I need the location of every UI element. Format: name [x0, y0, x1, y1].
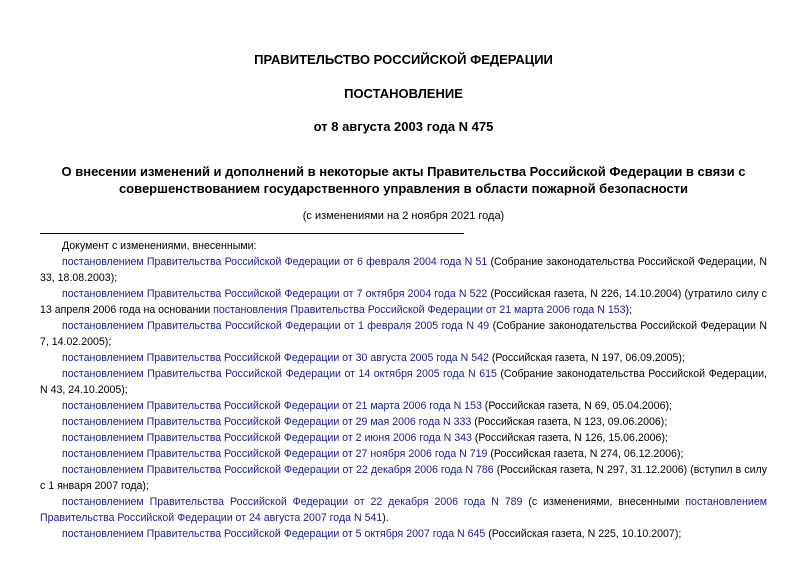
amendment-item	[40, 446, 767, 462]
amendment-source-tail: );	[625, 304, 633, 316]
amendment-source: (Российская газета, N 225, 10.10.2007);	[485, 528, 682, 540]
amendment-item	[40, 526, 767, 542]
amendment-item	[40, 286, 767, 318]
amendment-link[interactable]: постановлением Правительства Российской Федерации от 22 декабря 2006 года N 789	[62, 496, 523, 508]
amendment-source: (Российская газета, N 197, 06.09.2005);	[488, 352, 685, 364]
amendment-source: (с изменениями, внесенными	[522, 496, 686, 508]
amendment-related-link[interactable]: постановления Правительства Российской Федерации от 21 марта 2006 года N 153	[213, 304, 626, 316]
amendment-link[interactable]: постановлением Правительства Российской Федерации от 21 марта 2006 года N 153	[62, 400, 482, 412]
amendment-source: (Российская газета, N 297, 31.12.2006) (вступил в силу с 1 января 2007 года);	[40, 464, 767, 492]
revision-status: (с изменениями на 2 ноября 2021 года)	[302, 210, 505, 222]
amendment-item	[40, 462, 767, 494]
document-date-number: от 8 августа 2003 года N 475	[313, 119, 494, 134]
government-name: ПРАВИТЕЛЬСТВО РОССИЙСКОЙ ФЕДЕРАЦИИ	[254, 52, 553, 67]
amendment-source: (Российская газета, N 126, 15.06.2006);	[471, 432, 668, 444]
amendment-source-tail: ).	[382, 512, 389, 524]
amendment-item	[40, 318, 767, 350]
amendment-item	[40, 254, 767, 286]
amendment-link[interactable]: постановлением Правительства Российской Федерации от 14 октября 2005 года N 615	[62, 368, 497, 380]
document-title: О внесении изменений и дополнений в некоторые акты Правительства Российской Федерации в связи с совершенствованием государственного управления в области пожарной безопасности	[61, 164, 746, 196]
separator-line	[40, 233, 464, 234]
amendment-link[interactable]: постановлением Правительства Российской Федерации от 22 декабря 2006 года N 786	[62, 464, 494, 476]
amendment-source: (Собрание законодательства Российской Федерации, N 43, 24.10.2005);	[40, 368, 767, 396]
amendments-intro: Документ с изменениями, внесенными:	[62, 240, 257, 252]
amendment-source: (Собрание законодательства Российской Федерации, N 33, 18.08.2003);	[40, 256, 767, 284]
amendment-item	[40, 366, 767, 398]
amendments-list	[40, 238, 767, 542]
amendment-link[interactable]: постановлением Правительства Российской Федерации от 30 августа 2005 года N 542	[62, 352, 489, 364]
amendment-source: (Собрание законодательства Российской Федерации N 7, 14.02.2005);	[40, 320, 767, 348]
amendment-link[interactable]: постановлением Правительства Российской Федерации от 7 октября 2004 года N 522	[62, 288, 488, 300]
amendment-link[interactable]: постановлением Правительства Российской Федерации от 27 ноября 2006 года N 719	[62, 448, 488, 460]
amendment-items	[40, 254, 767, 542]
amendment-source: (Российская газета, N 123, 09.06.2006);	[471, 416, 668, 428]
amendment-link[interactable]: постановлением Правительства Российской Федерации от 6 февраля 2004 года N 51	[62, 256, 488, 268]
amendment-source: (Российская газета, N 69, 05.04.2006);	[481, 400, 672, 412]
amendment-item	[40, 350, 767, 366]
amendment-item	[40, 398, 767, 414]
amendment-link[interactable]: постановлением Правительства Российской Федерации от 2 июня 2006 года N 343	[62, 432, 472, 444]
amendment-source: (Российская газета, N 274, 06.12.2006);	[487, 448, 684, 460]
amendment-source: (Российская газета, N 226, 14.10.2004) (утратило силу с 13 апреля 2006 года на основании	[40, 288, 767, 316]
document-type: ПОСТАНОВЛЕНИЕ	[344, 86, 463, 101]
amendment-item	[40, 494, 767, 526]
amendment-item	[40, 430, 767, 446]
amendment-related-link[interactable]: постановлением Правительства Российской Федерации от 24 августа 2007 года N 541	[40, 496, 768, 524]
amendment-item	[40, 414, 767, 430]
amendment-link[interactable]: постановлением Правительства Российской Федерации от 5 октября 2007 года N 645	[62, 528, 486, 540]
amendment-link[interactable]: постановлением Правительства Российской Федерации от 29 мая 2006 года N 333	[62, 416, 472, 428]
amendment-link[interactable]: постановлением Правительства Российской Федерации от 1 февраля 2005 года N 49	[62, 320, 490, 332]
